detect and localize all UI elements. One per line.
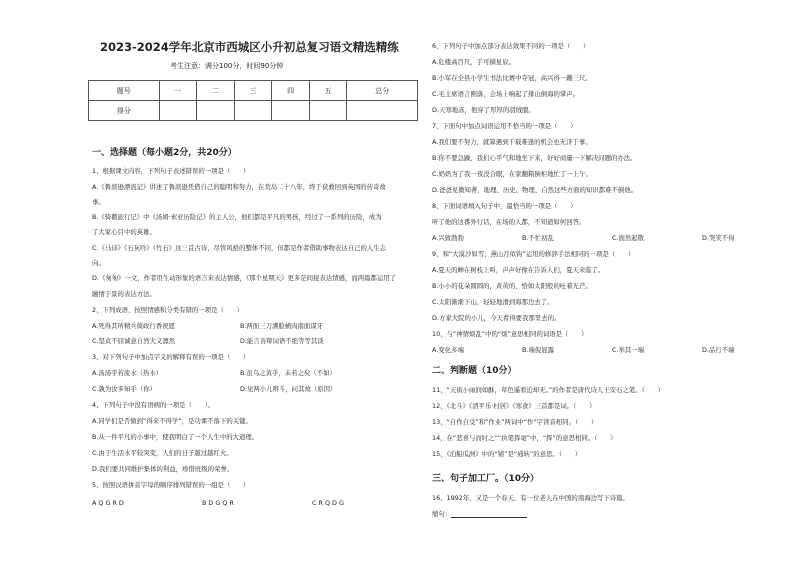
question-stem: 2、下列成语，按照情感积分类有错的一项是（ ）: [92, 306, 244, 314]
option-a: A Q G R D: [92, 499, 124, 507]
option-c: C.奶奶为了我一夜没合眼，在家翻箱倒柜地忙了一上午。: [432, 170, 592, 178]
option-a: A.《鲁滨逊漂流记》讲述了鲁滨逊凭借自己的聪明和努力，在荒岛二十八年，终于获救回到英国的传奇故: [92, 183, 386, 191]
option-b: B.两面三刀满脸横肉南面谋牙: [240, 322, 324, 330]
option-a: A.夏天的蝉在树枝上叫，声声好像在告诉人们，夏天来临了。: [432, 266, 605, 274]
question-stem: 10、与“神情烦乱”中的“烦”意思相同的词语是（ ）: [432, 330, 588, 338]
option-d-cont: 融情于景的表达方法。: [92, 290, 156, 298]
option-c: C.举其一端: [612, 346, 645, 354]
option-b: B.《骑鹅旅行记》中《汤姆·索亚历险记》的主人公，他们都是平凡的男孩，经过了一系列的历险，成为: [92, 213, 382, 221]
question-stem: 4、下列句子中没有语病的一项是（ ）。: [92, 401, 215, 409]
option-c: C.孰为汝多知乎（你）: [92, 385, 157, 393]
option-d: D.见两小儿辩斗，问其故（原因）: [240, 385, 337, 393]
score-table-header-row: [89, 81, 418, 101]
option-c: C.由于生活水平较突变，人们的日子越过越红火。: [92, 449, 233, 457]
option-c: C.《马诗》《石灰吟》《竹石》这三首古诗，尽管风格的整体不同，但都是作者借助事物表达自己的人生志: [92, 244, 387, 252]
option-d: D.能言善辩词语不绝等等其谈: [240, 337, 324, 345]
question-stem: 7、下面句中加点词语运用不恰当的一项是（ ）: [432, 122, 577, 130]
answer-line: [432, 510, 527, 518]
score-header-cell: 一: [159, 81, 197, 101]
score-row-label: 得分: [89, 101, 160, 121]
score-header-cell: 四: [272, 81, 310, 101]
option-d: D.我们要共同维护集体的利益，珍惜班级的荣誉。: [92, 465, 234, 473]
option-d: D.哭笑不得: [702, 234, 735, 242]
score-cell[interactable]: [159, 101, 197, 121]
option-c: C.太阳渐渐下山，轻轻地滑到海那边去了。: [432, 298, 554, 306]
exam-note: 考生注意：满分100分，时间90分钟: [170, 62, 284, 70]
score-cell[interactable]: [347, 101, 418, 121]
question-sentence: 16、1992年，又是一个春天，有一位老人在中国的南海边写下诗篇。: [432, 494, 629, 502]
question-stem: 9、和“大漠沙如雪，燕山月似钩”运用的修辞手法相同的一项是（ ）: [432, 250, 635, 258]
option-b: B.小小的花朵圆圆的，黄黄的，恰如太阳般的吐着光芒。: [432, 282, 592, 290]
score-header-cell: 二: [197, 81, 235, 101]
option-a: A.我们要不努力，就算遇到千载难逢的机会也无济于事。: [432, 138, 592, 146]
score-header-cell: 五: [309, 81, 347, 101]
option-a: A.兴致勃勃: [432, 234, 464, 242]
question-stem: 3、对下列句子中加点字义的解释有误的一项是（ ）: [92, 353, 250, 361]
score-header-cell: 题号: [89, 81, 160, 101]
score-cell[interactable]: [197, 101, 235, 121]
judge-item: 12、《北斗》《清平乐·村居》《寒食》三首都是词。（ ）: [432, 402, 596, 410]
option-b: B.端倪显露: [522, 346, 554, 354]
score-cell[interactable]: [309, 101, 347, 121]
option-b-cont: 了大家心目中的英雄。: [92, 228, 156, 236]
option-a-cont: 事。: [92, 198, 105, 206]
option-d: D.天寒地冻，他穿了厚厚的羽绒服。: [432, 106, 535, 114]
page-title: 2023-2024学年北京市西城区小升初总复习语文精选精练: [100, 40, 399, 54]
option-b: B.小军在全县小学生书法比赛中夺冠，高兴得一蹦三尺。: [432, 74, 592, 82]
option-b: B.你不要急躁，我们心平气和地坐下来，好好商量一下解决问题的办法。: [432, 154, 637, 162]
option-a: A.同学们是否做到“得来不得学”，是功课不落下的关键。: [92, 417, 252, 425]
option-d: D.方家大院的小儿，今天看得要我那里去的。: [432, 314, 561, 322]
question-stem: 5、按照汉语拼音字母的顺序排列错误的一组是（ ）: [92, 481, 250, 489]
question-stem: 8、下面词语填入句子中，最恰当的一项是（ ）: [432, 202, 577, 210]
option-b: B.不忙初乱: [522, 234, 554, 242]
section-heading-choice: 一、选择题（每小题2分，共20分）: [92, 148, 237, 158]
answer-label: 缩句：: [432, 510, 452, 518]
option-b: B D G Q R: [202, 499, 234, 507]
section-heading-sentence: 三、句子加工厂。（10分）: [432, 474, 540, 484]
question-sentence: 听了他的这番外行话，在场的人都，不知道如何回答。: [432, 218, 586, 226]
judge-item: 15、《泊船瓜洲》中的“铺”是“通转”的意思。（ ）: [432, 450, 582, 458]
question-stem: 6、下列句子中加点部分表达效果不同的一项是（ ）: [432, 42, 590, 50]
score-header-cell: 三: [234, 81, 272, 101]
option-d: D.《匆匆》一文，作者用生动形象的语言来表达情感，《那个星期天》更多是间接表达情感，而两篇都运用了: [92, 274, 397, 282]
option-c-cont: 向。: [92, 259, 105, 267]
score-table-score-row: [89, 101, 418, 121]
score-table: [88, 80, 418, 121]
option-a: A.危楼高百尺，手可摘星辰。: [432, 58, 515, 66]
option-c: C.坚贞不屈诚意自然大义凛然: [92, 337, 176, 345]
score-header-cell: 总分: [347, 81, 418, 101]
option-a: A.死得其所精兵简政行香祝愿: [92, 322, 175, 330]
option-d: D.爸爸见微知著，地理、历史、物理、自然这些方面的知识都难不倒他。: [432, 186, 638, 194]
section-heading-judge: 二、判断题（10分）: [432, 366, 517, 376]
answer-blank[interactable]: [451, 510, 527, 518]
option-b: B.从一件平凡的小事中，使我明白了一个人生中的大道理。: [92, 433, 259, 441]
option-c: C.毛主席语言刚落，会场上响起了排山倒海的掌声。: [432, 90, 580, 98]
score-cell[interactable]: [234, 101, 272, 121]
option-c: C R Q D G: [312, 499, 344, 507]
option-a: A.变化多端: [432, 346, 464, 354]
question-stem: 1、根据课文内容，下列句子表述错误的一项是（ ）: [92, 167, 250, 175]
option-b: B.虽乌之黄乎，未若之矣（不如）: [240, 369, 336, 377]
option-a: A.汤汤乎若流水（热水）: [92, 369, 163, 377]
option-d: D.品行不端: [702, 346, 735, 354]
option-c: C.面然起敬: [612, 234, 645, 242]
judge-item: 13、“自作自受”和“作业”两词中“作”字读音相同。（ ）: [432, 418, 598, 426]
judge-item: 14、在“悲喜与而时之”“执笔挥毫”中，“挥”的意思相同。（ ）: [432, 434, 617, 442]
score-cell[interactable]: [272, 101, 310, 121]
judge-item: 11、“天街小雨润如酥，草色遥看近却无。”的作者是唐代诗人王安石之笔。（ ）: [432, 386, 665, 394]
